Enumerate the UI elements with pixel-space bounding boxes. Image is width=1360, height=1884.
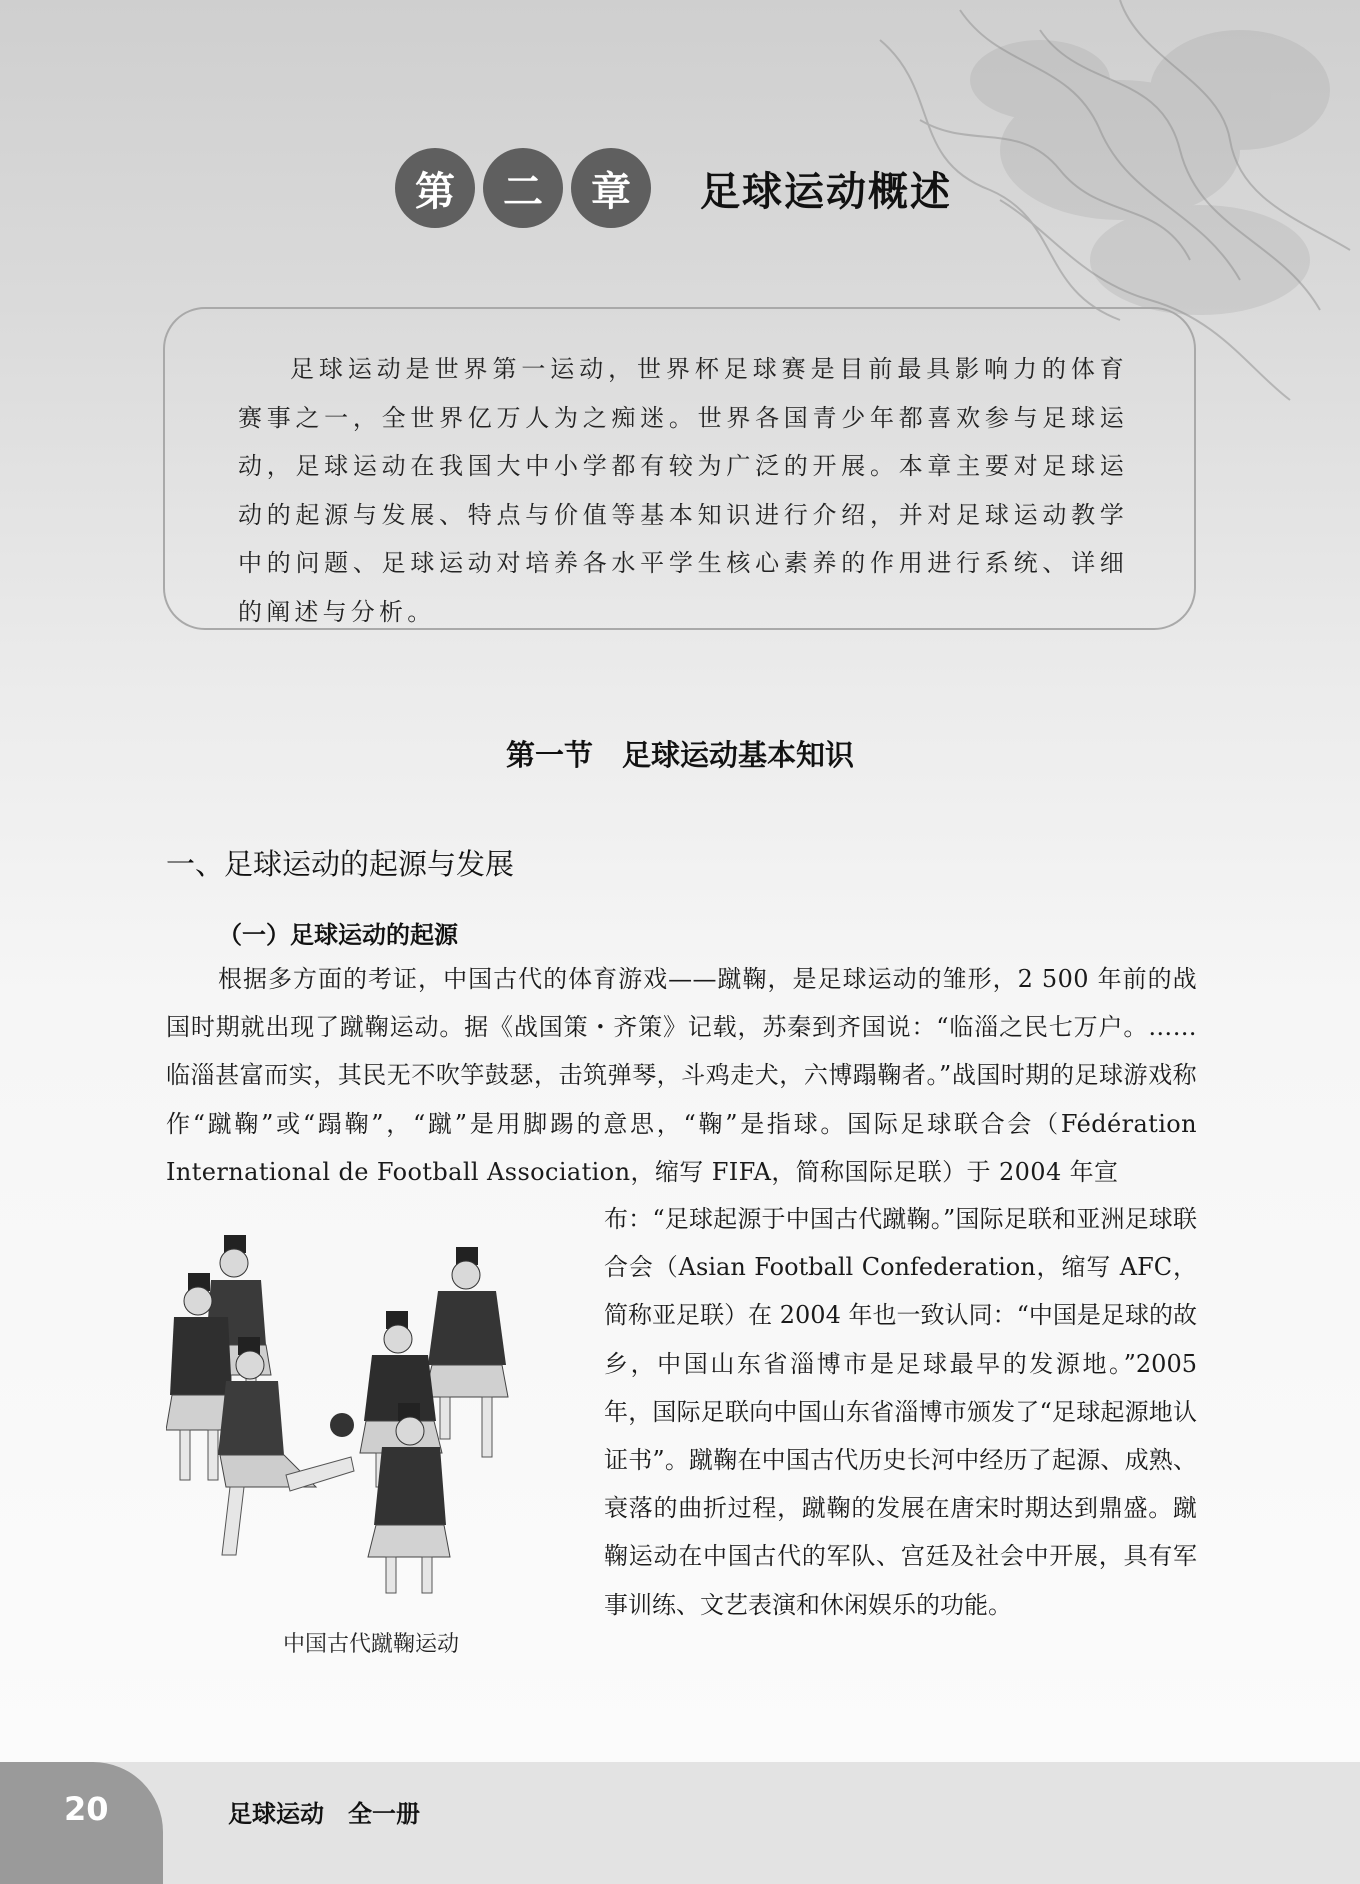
chapter-title: 足球运动概述 [700, 169, 952, 215]
cuju-illustration [166, 1225, 576, 1595]
footer-bar [0, 1762, 1360, 1884]
chapter-label-char: 第 [395, 148, 475, 228]
book-title: 足球运动 全一册 [228, 1800, 420, 1828]
body-paragraph: 根据多方面的考证，中国古代的体育游戏——蹴鞠，是足球运动的雏形，2 500 年前的战国时期就出现了蹴鞠运动。据《战国策・齐策》记载，苏秦到齐国说：“临淄之民七万户。……临淄甚富而实，其民无不吹竽鼓瑟，击筑弹琴，斗鸡走犬，六博蹋鞠者。”战国时期的足球游戏称作“蹴鞠”或“蹋鞠”，“蹴”是用脚踢的意思，“鞠”是指球。国际足球联合会（Fédération International de Football Association，缩写 FIFA，简称国际足联）于 2004 年宣 [166, 965, 1197, 1186]
ball [330, 1413, 354, 1437]
intro-text: 足球运动是世界第一运动，世界杯足球赛是目前最具影响力的体育赛事之一，全世界亿万人为之痴迷。世界各国青少年都喜欢参与足球运动，足球运动在我国大中小学都有较为广泛的开展。本章主要对足球运动的起源与发展、特点与价值等基本知识进行介绍，并对足球运动教学中的问题、足球运动对培养各水平学生核心素养的作用进行系统、详细的阐述与分析。 [238, 355, 1128, 626]
section-title: 第一节 足球运动基本知识 [505, 738, 854, 772]
page-number: 20 [64, 1790, 109, 1828]
chapter-label [395, 148, 659, 228]
heading-level1: 一、足球运动的起源与发展 [166, 847, 515, 881]
figure-caption: 中国古代蹴鞠运动 [282, 1632, 459, 1657]
body-paragraph-wrapped: 布：“足球起源于中国古代蹴鞠。”国际足联和亚洲足球联合会（Asian Football Confederation，缩写 AFC，简称亚足联）在 2004 年也一致认同：“中国是足球的故乡，中国山东省淄博市是足球最早的发源地。”2005 年，国际足联向中国山东省淄博市颁发了“足球起源地认证书”。蹴鞠在中国古代历史长河中经历了起源、成熟、衰落的曲折过程，蹴鞠的发展在唐宋时期达到鼎盛。蹴鞠运动在中国古代的军队、宫廷及社会中开展，具有军事训练、文艺表演和休闲娱乐的功能。 [604, 1205, 1197, 1619]
player-figure [218, 1337, 354, 1555]
chapter-label-char: 章 [571, 148, 651, 228]
heading-level2: （一）足球运动的起源 [218, 920, 458, 949]
chapter-label-char: 二 [483, 148, 563, 228]
player-figure [424, 1247, 508, 1457]
